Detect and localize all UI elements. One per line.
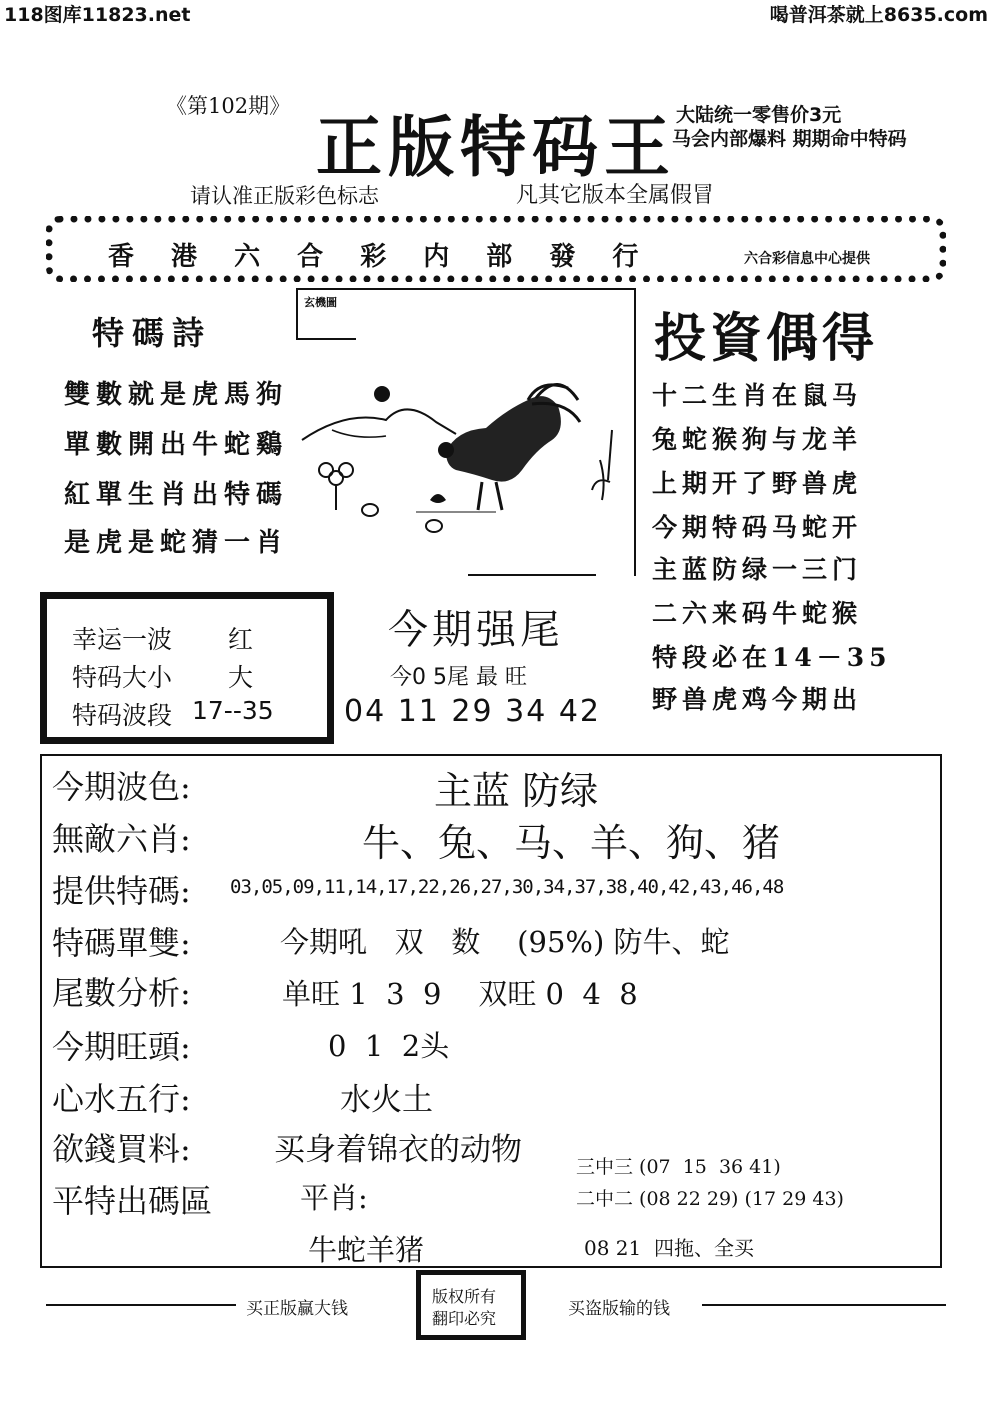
picture-tag-rule bbox=[296, 338, 356, 340]
poem-right-line: 上期开了野兽虎 bbox=[652, 469, 863, 498]
analysis-label: 尾數分析: bbox=[52, 974, 191, 1012]
picture-right-rule bbox=[634, 288, 636, 576]
strong-tail-numbers: 04 11 29 34 42 bbox=[344, 694, 602, 729]
poem-right-line: 十二生肖在鼠马 bbox=[652, 381, 863, 410]
poem-left-line: 單數開出牛蛇鷄 bbox=[64, 430, 289, 460]
footer-left: 买正版赢大钱 bbox=[246, 1299, 348, 1319]
combo-line: 08 21 四拖、全买 bbox=[584, 1236, 754, 1260]
price-note: 大陆统一零售价3元 bbox=[676, 104, 842, 126]
poem-left-line: 雙數就是虎馬狗 bbox=[64, 380, 289, 410]
lucky-value: 红 bbox=[228, 625, 254, 654]
analysis-value: 主蓝 防绿 bbox=[434, 769, 599, 813]
analysis-label: 提供特碼: bbox=[52, 872, 191, 910]
copyright-line: 翻印必究 bbox=[432, 1309, 497, 1328]
poem-right-line: 特段必在14－35 bbox=[652, 643, 892, 672]
page-title: 正版特码王 bbox=[316, 108, 676, 186]
analysis-value: 0 1 2头 bbox=[328, 1029, 450, 1063]
mountain-icon bbox=[302, 409, 456, 440]
pingxiao-value: 牛蛇羊猪 bbox=[308, 1233, 425, 1267]
analysis-value: 平肖: bbox=[300, 1181, 368, 1215]
picture-tag: 玄機圖 bbox=[304, 296, 337, 309]
lucky-value: 大 bbox=[228, 663, 254, 692]
site-left: 118图库11823.net bbox=[4, 4, 191, 26]
footer-right: 买盗版输的钱 bbox=[568, 1299, 670, 1319]
analysis-value: 牛、兔、马、羊、狗、猪 bbox=[362, 821, 781, 865]
lucky-label: 幸运一波 bbox=[72, 625, 173, 654]
footer-rule-right bbox=[702, 1304, 946, 1306]
analysis-value: 03,05,09,11,14,17,22,26,27,30,34,37,38,40,42,43,46,48 bbox=[230, 876, 784, 898]
chick-icon bbox=[362, 504, 378, 516]
picture-top-rule bbox=[296, 288, 636, 290]
analysis-value: 今期吼 双 数 (95%) 防牛、蛇 bbox=[280, 925, 730, 959]
picture-left-rule bbox=[296, 288, 298, 340]
combo-line: 二中二 (08 22 29) (17 29 43) bbox=[576, 1188, 844, 1210]
flower-icon bbox=[319, 463, 353, 510]
poem-left-title: 特碼詩 bbox=[92, 314, 213, 352]
analysis-label: 今期波色: bbox=[52, 768, 191, 806]
lucky-label: 特码大小 bbox=[72, 663, 173, 692]
lucky-label: 特码波段 bbox=[72, 701, 173, 730]
analysis-label: 心水五行: bbox=[52, 1080, 191, 1118]
combo-line: 三中三 (07 15 36 41) bbox=[576, 1156, 781, 1178]
strong-tail-title: 今期强尾 bbox=[388, 607, 564, 653]
poem-left-line: 是虎是蛇猜一肖 bbox=[64, 528, 289, 558]
poem-right-title: 投資偶得 bbox=[654, 308, 879, 369]
analysis-label: 欲錢買料: bbox=[52, 1130, 191, 1168]
plant-icon bbox=[592, 460, 610, 500]
analysis-label: 特碼單雙: bbox=[52, 924, 191, 962]
analysis-value: 买身着锦衣的动物 bbox=[274, 1132, 522, 1168]
notice-left: 请认准正版彩色标志 bbox=[190, 184, 379, 208]
footer-rule-left bbox=[46, 1304, 236, 1306]
sun-icon bbox=[374, 386, 390, 402]
rooster-illustration bbox=[296, 370, 632, 550]
chick-icon bbox=[426, 520, 442, 532]
analysis-label: 平特出碼區 bbox=[52, 1182, 213, 1220]
picture-bottom-rule bbox=[468, 574, 596, 576]
analysis-value: 水火土 bbox=[340, 1082, 433, 1118]
banner-text: 香 港 六 合 彩 内 部 發 行 bbox=[108, 242, 653, 272]
worm-icon bbox=[430, 494, 446, 503]
site-right: 喝普洱茶就上8635.com bbox=[769, 4, 988, 26]
notice-right: 凡其它版本全属假冒 bbox=[516, 183, 715, 208]
slogan: 马会内部爆料 期期命中特码 bbox=[672, 128, 907, 150]
analysis-label: 無敵六肖: bbox=[52, 820, 191, 858]
analysis-value: 单旺 1 3 9 双旺 0 4 8 bbox=[282, 977, 638, 1011]
strong-tail-sub: 今0 5尾 最 旺 bbox=[390, 665, 527, 690]
poem-right-line: 野兽虎鸡今期出 bbox=[652, 685, 863, 714]
banner-provider: 六合彩信息中心提供 bbox=[744, 251, 870, 267]
poem-right-line: 今期特码马蛇开 bbox=[652, 513, 863, 542]
rooster-icon bbox=[438, 384, 580, 510]
copyright-line: 版权所有 bbox=[432, 1287, 497, 1306]
poem-right-line: 兔蛇猴狗与龙羊 bbox=[652, 425, 863, 454]
issue-number: 《第102期》 bbox=[166, 94, 291, 118]
analysis-label: 今期旺頭: bbox=[52, 1028, 191, 1066]
poem-right-line: 二六来码牛蛇猴 bbox=[652, 599, 863, 628]
lucky-value: 17--35 bbox=[192, 696, 274, 725]
poem-right-line: 主蓝防绿一三门 bbox=[652, 555, 863, 584]
poem-left-line: 紅單生肖出特碼 bbox=[64, 480, 289, 510]
